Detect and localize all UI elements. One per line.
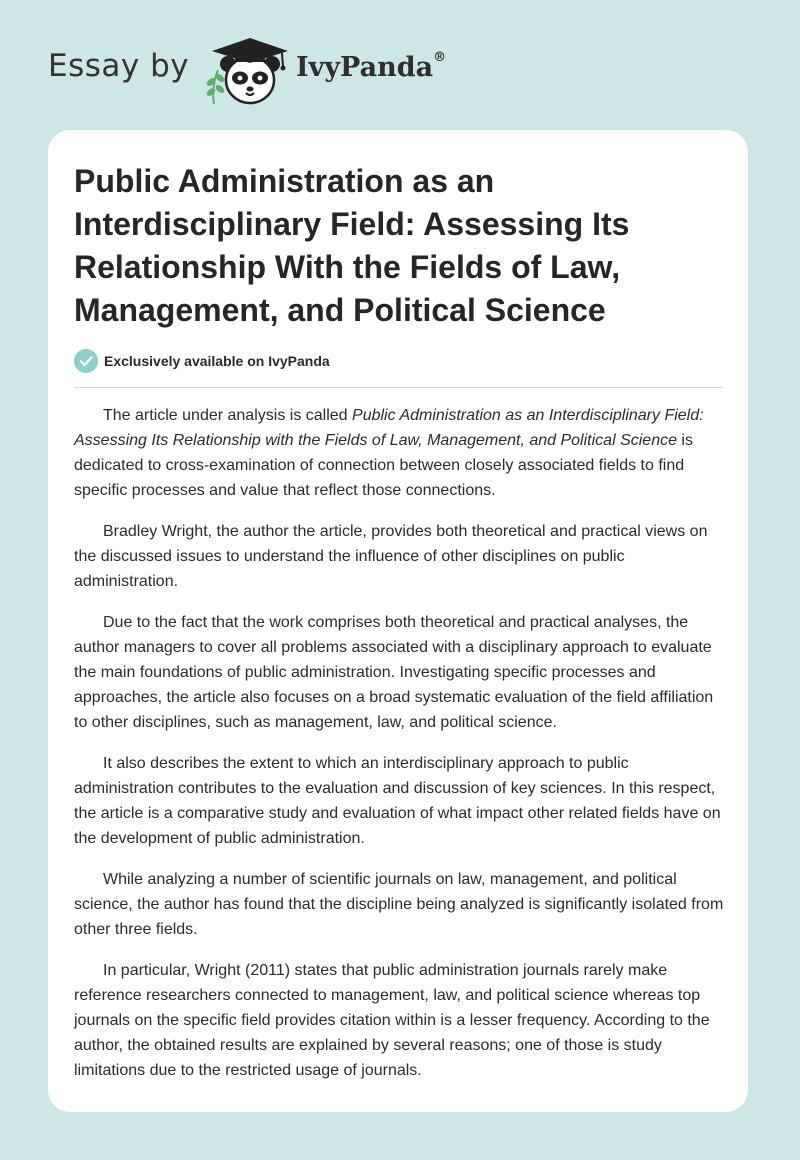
brand-header <box>48 30 488 110</box>
paragraph-4: It also describes the extent to which an interdisciplinary approach to public administration contributes to the evaluation and discussion of key sciences. In this respect, the article is a comparative study and evaluation of what impact other related fields have on the development of public administration. <box>74 755 721 847</box>
exclusive-badge <box>74 348 330 374</box>
paragraph-2: Bradley Wright, the author the article, provides both theoretical and practical views on the discussed issues to understand the influence of other disciplines on public administration. <box>74 523 708 590</box>
article-title-italic: Public Administration as an Interdisciplinary Field: Assessing Its Relationship with the Fields of Law, Management, and Political Science <box>74 407 704 449</box>
divider <box>74 387 723 388</box>
paragraph-1: The article under analysis is called Public Administration as an Interdisciplinary Field: Assessing Its Relationship with the Fields of Law, Management, and Political Science is dedicated to cross-examination of connection between closely associated fields to find specific processes and value that reflect those connections. <box>74 407 704 499</box>
brand-prefix: Essay by <box>48 48 190 84</box>
essay-title: Public Administration as an Interdisciplinary Field: Assessing Its Relationship With the Fields of Law, Management, and Political Science <box>74 163 630 328</box>
paragraph-5: While analyzing a number of scientific journals on law, management, and political science, the author has found that the discipline being analyzed is significantly isolated from other three fields. <box>74 871 724 938</box>
brand-name: IvyPanda® <box>296 50 447 83</box>
essay-card <box>48 130 748 1112</box>
registered-mark: ® <box>433 50 447 65</box>
exclusive-badge-text: Exclusively available on IvyPanda <box>104 353 330 369</box>
paragraph-6: In particular, Wright (2011) states that public administration journals rarely make reference researchers connected to management, law, and political science whereas top journals on the specific field provides citation within is a lesser frequency. According to the author, the obtained results are explained by several reasons; one of those is study limitations due to the restricted usage of journals. <box>74 962 710 1079</box>
panda-graduation-cap-logo-icon <box>202 34 294 108</box>
check-circle-icon <box>74 349 98 373</box>
paragraph-3: Due to the fact that the work comprises both theoretical and practical analyses, the author managers to cover all problems associated with a disciplinary approach to evaluate the main foundations of public administration. Investigating specific processes and approaches, the article also focuses on a broad systematic evaluation of the field affiliation to other disciplines, such as management, law, and political science. <box>74 614 714 731</box>
essay-body <box>74 403 724 1099</box>
